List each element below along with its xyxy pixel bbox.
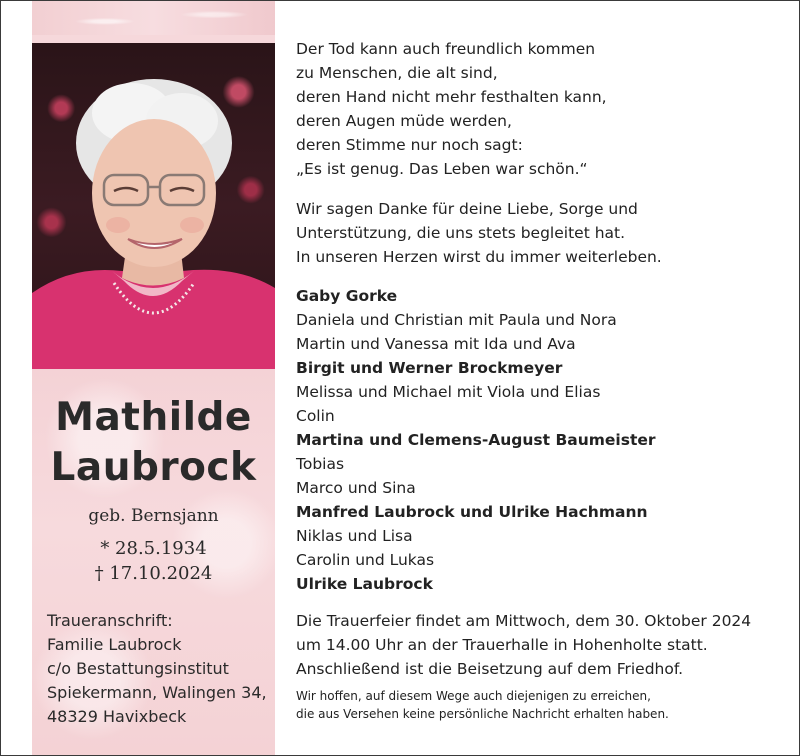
family-list (296, 284, 791, 596)
family-member: Daniela und Christian mit Paula und Nora (296, 311, 617, 329)
rose-background-strip (32, 1, 275, 35)
address-line: Traueranschrift: (47, 611, 173, 630)
family-member: Marco und Sina (296, 479, 416, 497)
family-member: Tobias (296, 455, 345, 473)
family-member: Birgit und Werner Brockmeyer (296, 359, 563, 377)
address-line: Spiekermann, Walingen 34, (47, 683, 267, 702)
family-member: Martin und Vanessa mit Ida und Ava (296, 335, 576, 353)
closing-note (296, 687, 791, 723)
poem (296, 37, 791, 181)
mourning-address (47, 609, 272, 729)
portrait-photo (32, 43, 275, 369)
family-member: Ulrike Laubrock (296, 575, 433, 593)
note-line: die aus Versehen keine persönliche Nachricht erhalten haben. (296, 707, 669, 721)
family-member: Colin (296, 407, 335, 425)
address-line: Familie Laubrock (47, 635, 182, 654)
thanks-text (296, 197, 791, 269)
death-date: † 17.10.2024 (94, 563, 213, 584)
thanks-line: Wir sagen Danke für deine Liebe, Sorge und (296, 200, 638, 218)
poem-line: Der Tod kann auch freundlich kommen (296, 40, 596, 58)
maiden-name: geb. Bernsjann (88, 506, 219, 526)
family-member: Melissa und Michael mit Viola und Elias (296, 383, 601, 401)
poem-line: zu Menschen, die alt sind, (296, 64, 498, 82)
funeral-line: Die Trauerfeier findet am Mittwoch, dem 30. Oktober 2024 (296, 612, 752, 630)
left-column (32, 1, 275, 755)
address-line: c/o Bestattungsinstitut (47, 659, 229, 678)
last-name: Laubrock (50, 445, 257, 490)
birth-date: * 28.5.1934 (100, 538, 207, 559)
poem-line: deren Stimme nur noch sagt: (296, 136, 523, 154)
family-member: Carolin und Lukas (296, 551, 435, 569)
family-member: Niklas und Lisa (296, 527, 413, 545)
thanks-line: In unseren Herzen wirst du immer weiterleben. (296, 248, 662, 266)
funeral-line: Anschließend ist die Beisetzung auf dem Friedhof. (296, 660, 684, 678)
family-member: Martina und Clemens-August Baumeister (296, 431, 656, 449)
address-line: 48329 Havixbeck (47, 707, 187, 726)
portrait-illustration (32, 43, 275, 369)
funeral-info (296, 609, 791, 681)
thanks-line: Unterstützung, die uns stets begleitet hat. (296, 224, 626, 242)
note-line: Wir hoffen, auf diesem Wege auch diejenigen zu erreichen, (296, 689, 651, 703)
family-member: Manfred Laubrock und Ulrike Hachmann (296, 503, 648, 521)
poem-line: deren Augen müde werden, (296, 112, 512, 130)
family-member: Gaby Gorke (296, 287, 398, 305)
poem-line: deren Hand nicht mehr festhalten kann, (296, 88, 607, 106)
first-name: Mathilde (55, 395, 252, 440)
poem-line: „Es ist genug. Das Leben war schön.“ (296, 160, 588, 178)
funeral-line: um 14.00 Uhr an der Trauerhalle in Hohenholte statt. (296, 636, 708, 654)
